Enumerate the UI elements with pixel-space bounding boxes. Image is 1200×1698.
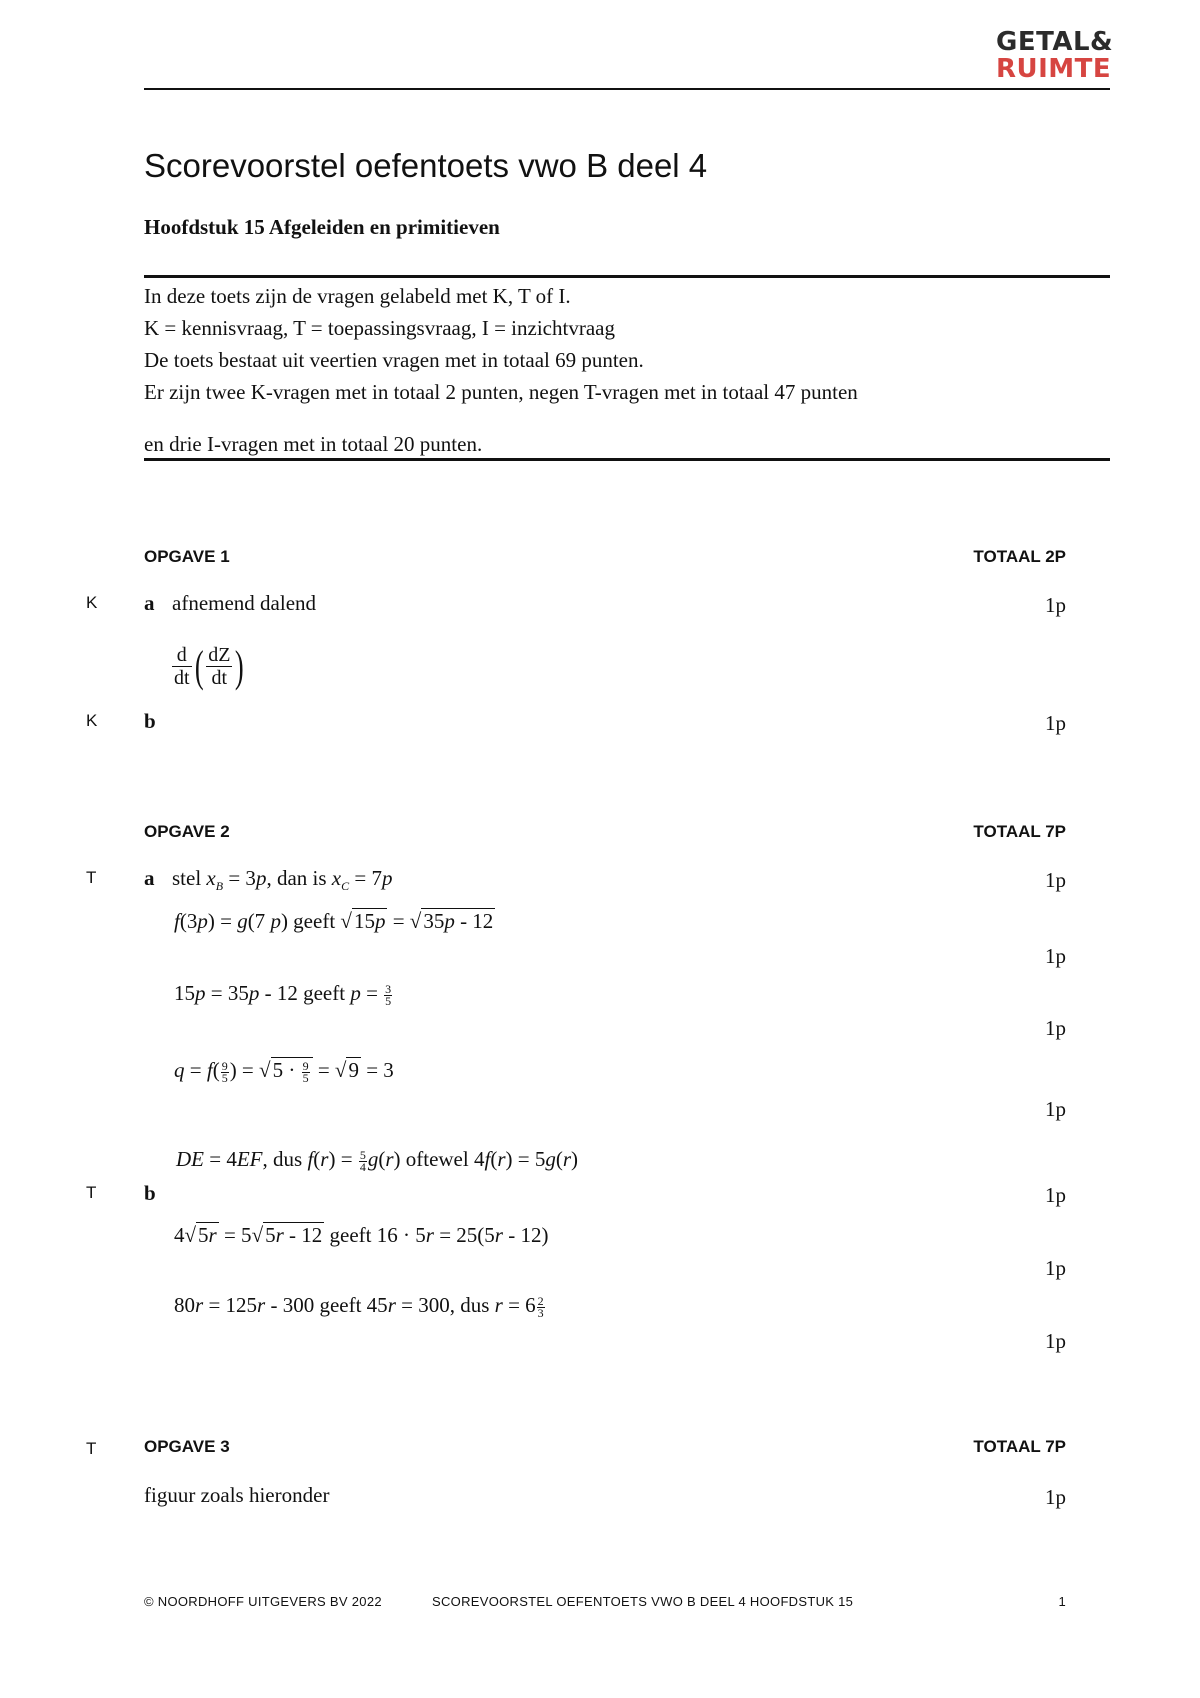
t: r xyxy=(275,1223,284,1247)
t: ( xyxy=(313,1147,321,1171)
t: r xyxy=(320,1147,329,1171)
opgave-2a-points-2: 1p xyxy=(1045,944,1066,968)
opgave-2a-line-4 xyxy=(174,1057,394,1084)
opgave-1b-expression xyxy=(172,641,247,691)
numerator: 2 xyxy=(537,1293,544,1308)
opgave-1-total: TOTAAL 2P xyxy=(973,547,1066,566)
t: - 300 geeft 45 xyxy=(265,1293,388,1317)
sqrt-symbol: √15p xyxy=(340,909,386,933)
t: geeft 16 · 5 xyxy=(324,1223,426,1247)
t: g xyxy=(237,909,248,933)
t: p xyxy=(197,909,208,933)
t: 15 xyxy=(353,909,375,933)
t: p xyxy=(270,909,281,933)
sub-B: B xyxy=(215,879,224,894)
t: r xyxy=(387,1293,396,1317)
brand-logo-line1: GETAL& xyxy=(996,27,1114,57)
radicand xyxy=(263,1222,324,1247)
opgave-2a-line-1 xyxy=(172,865,392,899)
t: ( xyxy=(555,1147,563,1171)
t: EF xyxy=(236,1147,263,1171)
t: = 5 xyxy=(218,1223,252,1247)
opgave-2b-line-1 xyxy=(176,1146,578,1173)
radicand: 9 xyxy=(348,1058,359,1082)
opgave-2b-label: b xyxy=(144,1181,156,1205)
opgave-3-heading: OPGAVE 3 xyxy=(144,1437,230,1456)
radicand xyxy=(196,1222,219,1247)
header-rule xyxy=(144,88,1110,90)
t: f xyxy=(206,1058,213,1082)
t: (3 xyxy=(179,909,198,933)
t: f xyxy=(307,1147,314,1171)
t: p xyxy=(374,909,386,933)
intro-top-rule xyxy=(144,275,1110,278)
t: - 12 geeft xyxy=(259,981,351,1005)
t: ) xyxy=(571,1147,579,1171)
t: ( xyxy=(212,1058,220,1082)
t: = 300, dus xyxy=(395,1293,495,1317)
intro-line-2: K = kennisvraag, T = toepassingsvraag, I = inzichtvraag xyxy=(144,316,615,340)
sqrt-symbol: √9 xyxy=(334,1058,359,1082)
t: - 12 xyxy=(283,1223,323,1247)
opgave-3-line-1: figuur zoals hieronder xyxy=(144,1483,330,1507)
t: = 7 xyxy=(349,866,382,890)
opgave-2a-line-3 xyxy=(174,980,393,1007)
t: 5 · xyxy=(272,1058,301,1082)
t: f xyxy=(484,1147,491,1171)
numerator: 5 xyxy=(359,1147,366,1162)
var-x: x xyxy=(331,866,342,890)
t: = 25(5 xyxy=(433,1223,495,1247)
sqrt-symbol: √5r - 12 xyxy=(251,1223,323,1247)
t: 35 xyxy=(423,909,445,933)
t: ) = xyxy=(229,1058,260,1082)
numerator: 9 xyxy=(302,1058,309,1073)
opgave-2a-category: T xyxy=(86,868,97,887)
intro-line-5: en drie I-vragen met in totaal 20 punten. xyxy=(144,432,483,456)
fraction xyxy=(221,1058,229,1085)
t: ) = xyxy=(207,909,238,933)
t: p xyxy=(195,981,206,1005)
t: = 125 xyxy=(203,1293,258,1317)
t: ( xyxy=(378,1147,386,1171)
radicand xyxy=(421,908,495,933)
t: 5 xyxy=(265,1223,276,1247)
paren-close: ) xyxy=(235,641,245,691)
t: r xyxy=(208,1223,217,1247)
frac-den-dt-2: dt xyxy=(211,667,228,689)
t: ) = 5 xyxy=(505,1147,546,1171)
sqrt-symbol: √5 · $\frac{9}{5}$ xyxy=(259,1057,313,1084)
opgave-2a-points-3: 1p xyxy=(1045,1016,1066,1040)
t: p xyxy=(444,909,455,933)
t: , dus xyxy=(262,1147,308,1171)
t: 80 xyxy=(174,1293,195,1317)
denominator: 4 xyxy=(359,1159,366,1174)
t: , dan is xyxy=(266,866,332,890)
fraction xyxy=(302,1058,310,1085)
denominator: 5 xyxy=(302,1070,309,1085)
t: 15 xyxy=(174,981,195,1005)
opgave-2b-points-3: 1p xyxy=(1045,1329,1066,1353)
opgave-3-points-1: 1p xyxy=(1045,1485,1066,1509)
opgave-1b-label: b xyxy=(144,709,156,733)
numerator: 3 xyxy=(385,981,392,996)
t: = 3 xyxy=(360,1058,394,1082)
t: ) = xyxy=(328,1147,358,1171)
intro-line-4: Er zijn twee K-vragen met in totaal 2 punten, negen T-vragen met in totaal 47 punten xyxy=(144,380,858,404)
footer-copyright: © NOORDHOFF UITGEVERS BV 2022 xyxy=(144,1594,382,1609)
opgave-2b-points-2: 1p xyxy=(1045,1256,1066,1280)
t: ) oftewel 4 xyxy=(393,1147,485,1171)
opgave-1-heading: OPGAVE 1 xyxy=(144,547,230,566)
opgave-1a-category: K xyxy=(86,593,98,612)
opgave-3-category: T xyxy=(86,1439,97,1458)
denominator: 5 xyxy=(385,993,392,1008)
var-x: x xyxy=(206,866,216,890)
t: - 12 xyxy=(454,909,494,933)
t: = xyxy=(184,1058,207,1082)
t: r xyxy=(195,1293,204,1317)
radicand xyxy=(352,908,388,933)
opgave-2a-line-2 xyxy=(174,908,495,934)
brand-logo-line2: RUIMTE xyxy=(996,54,1112,84)
opgave-3-total: TOTAAL 7P xyxy=(973,1437,1066,1456)
t: q xyxy=(174,1058,185,1082)
t: r xyxy=(425,1223,434,1247)
t: - 12) xyxy=(502,1223,549,1247)
opgave-2b-category: T xyxy=(86,1183,97,1202)
t: 5 xyxy=(198,1223,209,1247)
t: r xyxy=(497,1147,506,1171)
opgave-2b-line-3 xyxy=(174,1292,546,1319)
t: = 4 xyxy=(204,1147,237,1171)
frac-num-d: d xyxy=(172,644,192,667)
numerator: 9 xyxy=(221,1058,228,1073)
intro-bottom-rule xyxy=(144,458,1110,461)
t: DE xyxy=(176,1147,204,1171)
opgave-2-heading: OPGAVE 2 xyxy=(144,822,230,841)
t: stel xyxy=(172,866,207,890)
t: ( xyxy=(490,1147,498,1171)
fraction xyxy=(359,1147,367,1174)
opgave-2b-points-1: 1p xyxy=(1045,1183,1066,1207)
opgave-1a-label: a xyxy=(144,591,155,615)
opgave-1a-answer: afnemend dalend xyxy=(172,591,317,615)
t: p xyxy=(248,981,260,1005)
t: ) geeft xyxy=(280,909,341,933)
footer-document-title: SCOREVOORSTEL OEFENTOETS VWO B DEEL 4 HOOFDSTUK 15 xyxy=(432,1594,854,1609)
t: 4 xyxy=(174,1223,185,1247)
intro-line-1: In deze toets zijn de vragen gelabeld met K, T of I. xyxy=(144,284,571,308)
opgave-1b-points: 1p xyxy=(1045,711,1066,735)
page-title: Scorevoorstel oefentoets vwo B deel 4 xyxy=(144,147,708,184)
var-p: p xyxy=(255,866,267,890)
t: = xyxy=(360,981,384,1005)
sqrt-symbol: √5r xyxy=(184,1223,217,1247)
t: f xyxy=(174,909,180,933)
t: g xyxy=(545,1147,556,1171)
opgave-2-total: TOTAAL 7P xyxy=(973,822,1066,841)
t: = 6 xyxy=(502,1293,536,1317)
t: r xyxy=(494,1293,503,1317)
opgave-2a-label: a xyxy=(144,866,155,890)
fraction xyxy=(537,1293,545,1320)
var-p: p xyxy=(381,866,393,890)
opgave-2a-points-1: 1p xyxy=(1045,868,1066,892)
opgave-2a-points-4: 1p xyxy=(1045,1097,1066,1121)
denominator: 5 xyxy=(221,1070,228,1085)
sqrt-symbol: √35p - 12 xyxy=(409,909,494,933)
t: r xyxy=(385,1147,394,1171)
denominator: 3 xyxy=(537,1305,544,1320)
t: r xyxy=(257,1293,266,1317)
frac-den-dt: dt xyxy=(174,667,190,689)
t: r xyxy=(494,1223,503,1247)
t: = 35 xyxy=(205,981,249,1005)
frac-num-dZ: dZ xyxy=(208,644,231,666)
t: p xyxy=(350,981,361,1005)
t: = xyxy=(312,1058,335,1082)
t: g xyxy=(367,1147,379,1171)
sub-C: C xyxy=(341,879,350,894)
t: (7 xyxy=(247,909,271,933)
intro-line-3: De toets bestaat uit veertien vragen met in totaal 69 punten. xyxy=(144,348,644,372)
fraction xyxy=(384,981,392,1008)
t: = 3 xyxy=(223,866,256,890)
chapter-subtitle: Hoofdstuk 15 Afgeleiden en primitieven xyxy=(144,215,500,239)
opgave-1a-points: 1p xyxy=(1045,593,1066,617)
opgave-2b-line-2 xyxy=(174,1222,548,1248)
footer-page-number: 1 xyxy=(1058,1594,1066,1609)
t: r xyxy=(562,1147,572,1171)
radicand xyxy=(271,1057,313,1085)
t: = xyxy=(387,909,410,933)
paren-open: ( xyxy=(194,641,204,691)
opgave-1b-category: K xyxy=(86,711,98,730)
